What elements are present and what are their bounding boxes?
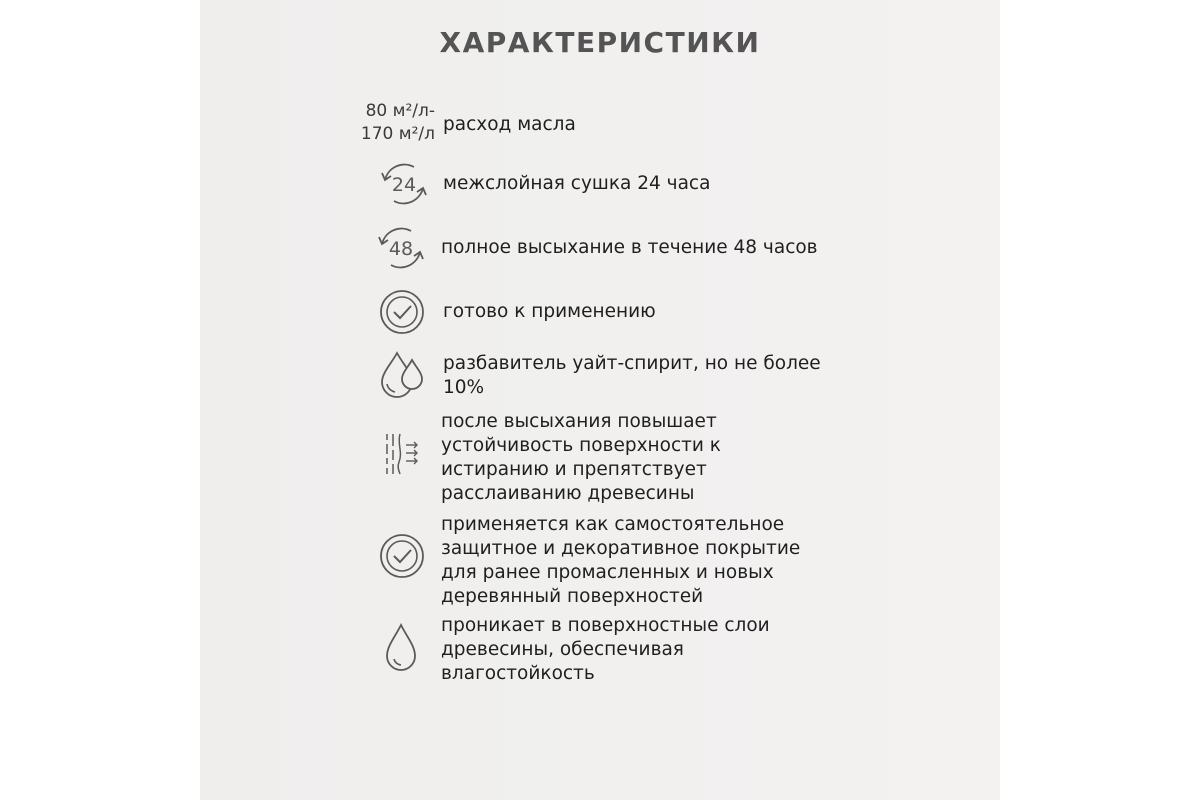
drying-48-icon-text: 48 — [388, 238, 414, 260]
abrasion-label — [441, 410, 721, 506]
consumption-label: расход масла — [443, 114, 576, 135]
checkmark-circle-icon — [378, 532, 426, 580]
checkmark-circle-icon — [378, 288, 426, 336]
thinner-label-line-2: 10% — [443, 377, 485, 398]
abrasion-label-line-1: после высыхания повышает — [441, 411, 717, 432]
standalone-coating-label-line-3: для ранее промасленных и новых — [441, 562, 774, 583]
drop-icon — [384, 622, 418, 674]
drying-24-icon-text: 24 — [391, 174, 417, 196]
abrasion-label-line-2: устойчивость поверхности к — [441, 435, 721, 456]
consumption-value-line-1: 80 м²/л- — [365, 101, 435, 121]
ready-to-use-label: готово к применению — [443, 301, 656, 322]
thinner-label — [443, 352, 821, 400]
full-drying-label: полное высыхание в течение 48 часов — [441, 237, 818, 258]
thinner-label-line-1: разбавитель уайт-спирит, но не более — [443, 353, 821, 374]
drying-24-icon — [378, 158, 430, 210]
consumption-value-line-2: 170 м²/л — [360, 124, 435, 144]
characteristics-card — [200, 0, 1000, 800]
standalone-coating-label — [441, 513, 800, 609]
page-title: ХАРАКТЕРИСТИКИ — [439, 26, 761, 59]
consumption-value — [350, 100, 435, 146]
wood-layers-icon — [382, 432, 422, 476]
interlayer-drying-label: межслойная сушка 24 часа — [443, 173, 711, 194]
double-drop-icon — [378, 348, 430, 402]
moisture-label-line-1: проникает в поверхностные слои — [441, 615, 770, 636]
standalone-coating-label-line-4: деревянный поверхностей — [441, 586, 704, 607]
standalone-coating-label-line-2: защитное и декоративное покрытие — [441, 538, 801, 559]
moisture-label-line-2: древесины, обеспечивая — [441, 639, 684, 660]
abrasion-label-line-4: расслаиванию древесины — [441, 483, 695, 504]
moisture-label-line-3: влагостойкость — [441, 663, 595, 684]
drying-48-icon — [375, 222, 427, 274]
abrasion-label-line-3: истиранию и препятствует — [441, 459, 707, 480]
moisture-label — [441, 614, 770, 686]
standalone-coating-label-line-1: применяется как самостоятельное — [441, 514, 785, 535]
